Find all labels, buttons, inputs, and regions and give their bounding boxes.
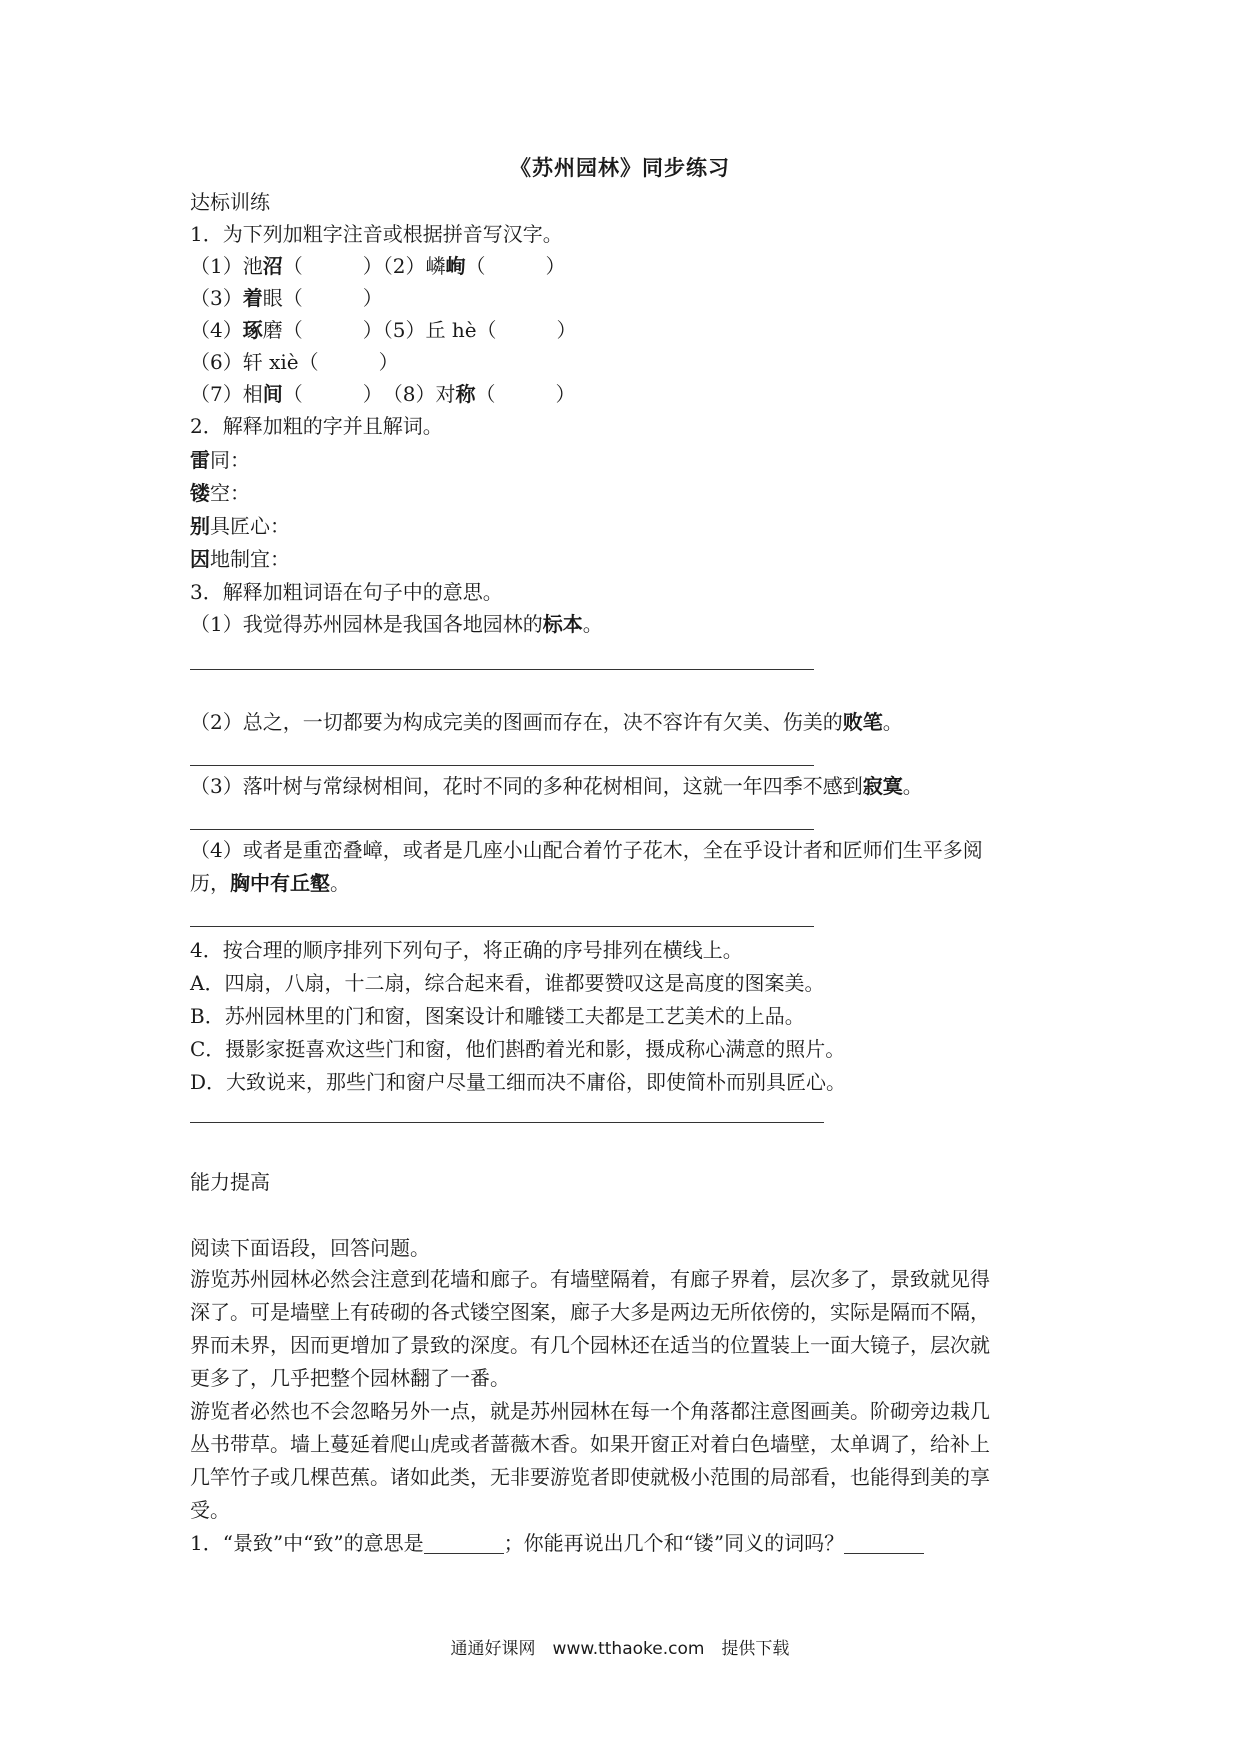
q1-row-5: （7）相间（ ） （8）对称（ ） xyxy=(190,382,576,406)
reading-p2-line: 受。 xyxy=(190,1498,230,1522)
q3-prompt: 3．解释加粗词语在句子中的意思。 xyxy=(190,580,503,604)
q4-option-b: B．苏州园林里的门和窗，图案设计和雕镂工夫都是工艺美术的上品。 xyxy=(190,1004,805,1028)
answer-line[interactable] xyxy=(190,926,814,927)
q2-item-4: 因地制宜： xyxy=(190,547,290,571)
reading-p2-line: 几竿竹子或几棵芭蕉。诸如此类，无非要游览者即使就极小范围的局部看，也能得到美的享 xyxy=(190,1465,990,1489)
q1-row-2: （3）着眼（ ） xyxy=(190,286,383,310)
answer-line[interactable] xyxy=(190,1122,824,1123)
reading-intro: 阅读下面语段，回答问题。 xyxy=(190,1236,430,1260)
section-heading-advanced: 能力提高 xyxy=(190,1170,270,1194)
answer-line[interactable] xyxy=(190,765,814,766)
answer-line[interactable] xyxy=(190,829,814,830)
answer-line[interactable] xyxy=(190,669,814,670)
q4-prompt: 4．按合理的顺序排列下列句子，将正确的序号排列在横线上。 xyxy=(190,938,743,962)
reading-p2-line: 丛书带草。墙上蔓延着爬山虎或者蔷薇木香。如果开窗正对着白色墙壁，太单调了，给补上 xyxy=(190,1432,990,1456)
fill-blank[interactable] xyxy=(424,1533,504,1554)
q3-sentence-4-line-2: 历，胸中有丘壑。 xyxy=(190,871,350,895)
q4-option-a: A．四扇，八扇，十二扇，综合起来看，谁都要赞叹这是高度的图案美。 xyxy=(190,971,825,995)
reading-p2-line: 游览者必然也不会忽略另外一点，就是苏州园林在每一个角落都注意图画美。阶砌旁边栽几 xyxy=(190,1399,990,1423)
section-heading-basic: 达标训练 xyxy=(190,190,270,214)
q4-option-c: C．摄影家挺喜欢这些门和窗，他们斟酌着光和影，摄成称心满意的照片。 xyxy=(190,1037,846,1061)
q1-row-3: （4）琢磨（ ）（5）丘 hè（ ） xyxy=(190,318,577,342)
q2-item-1: 雷同： xyxy=(190,448,250,472)
q2-item-2: 镂空： xyxy=(190,481,250,505)
q1-row-4: （6）轩 xiè（ ） xyxy=(190,350,399,374)
reading-p1-line: 更多了，几乎把整个园林翻了一番。 xyxy=(190,1366,510,1390)
q4-option-d: D．大致说来，那些门和窗户尽量工细而决不庸俗，即使简朴而别具匠心。 xyxy=(190,1070,847,1094)
reading-p1-line: 游览苏州园林必然会注意到花墙和廊子。有墙壁隔着，有廊子界着，层次多了，景致就见得 xyxy=(190,1267,990,1291)
q3-sentence-4-line-1: （4）或者是重峦叠嶂，或者是几座小山配合着竹子花木，全在乎设计者和匠师们生平多阅 xyxy=(190,838,983,862)
reading-p1-line: 深了。可是墙壁上有砖砌的各式镂空图案，廊子大多是两边无所依傍的，实际是隔而不隔， xyxy=(190,1300,990,1324)
document-title: 《苏州园林》同步练习 xyxy=(510,155,730,180)
page-footer: 通通好课网 www.tthaoke.com 提供下载 xyxy=(450,1639,790,1659)
q2-prompt: 2．解释加粗的字并且解词。 xyxy=(190,414,443,438)
q3-sentence-1: （1）我觉得苏州园林是我国各地园林的标本。 xyxy=(190,612,603,636)
q3-sentence-2: （2）总之，一切都要为构成完美的图画而存在，决不容许有欠美、伤美的败笔。 xyxy=(190,710,903,734)
q2-item-3: 别具匠心： xyxy=(190,514,290,538)
reading-p1-line: 界而未界，因而更增加了景致的深度。有几个园林还在适当的位置装上一面大镜子，层次就 xyxy=(190,1333,990,1357)
q3-sentence-3: （3）落叶树与常绿树相间，花时不同的多种花树相间，这就一年四季不感到寂寞。 xyxy=(190,774,923,798)
q1-row-1: （1）池沼（ ）（2）嶙峋（ ） xyxy=(190,254,566,278)
q1-prompt: 1．为下列加粗字注音或根据拼音写汉字。 xyxy=(190,222,563,246)
fill-blank[interactable] xyxy=(844,1533,924,1554)
reading-question-1: 1．“景致”中“致”的意思是 ；你能再说出几个和“镂”同义的词吗？ xyxy=(190,1529,924,1557)
